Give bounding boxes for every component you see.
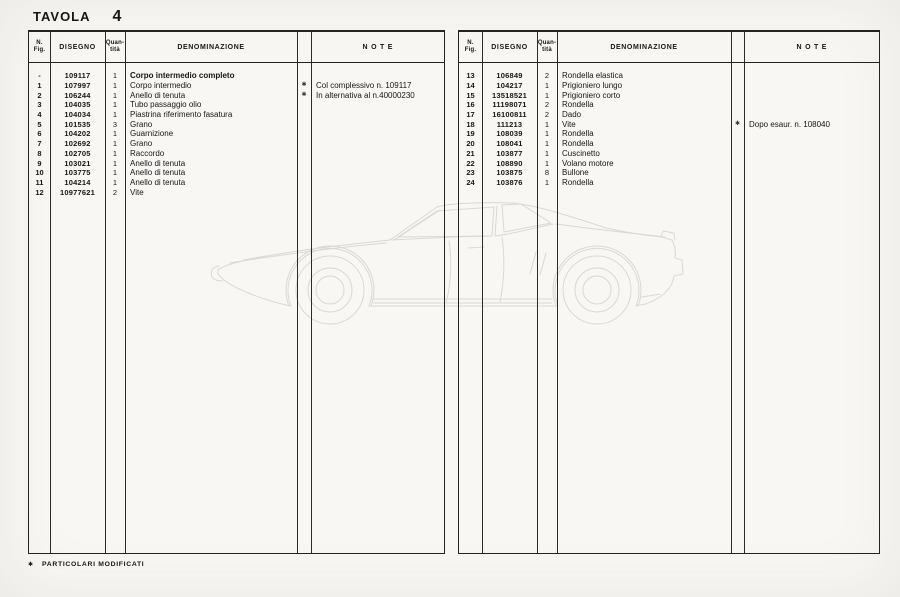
table-body — [459, 63, 879, 187]
header-spacer — [297, 32, 311, 62]
fig-number: 2 — [37, 90, 42, 100]
table-row — [459, 119, 879, 129]
fig-number: 7 — [37, 139, 42, 149]
fig-number: 8 — [37, 148, 42, 158]
fig-number: 4 — [37, 110, 42, 120]
fig-number: 21 — [466, 148, 475, 158]
denomination: Prigioniero corto — [562, 90, 621, 100]
fig-number: 19 — [466, 129, 475, 139]
table-row — [459, 100, 879, 110]
part-number: 108041 — [496, 139, 523, 149]
header-quantita — [537, 32, 557, 62]
quantity: 1 — [112, 139, 118, 149]
header-fig-line1: N. — [36, 40, 43, 46]
table-row — [29, 129, 444, 139]
header-disegno-label: DISEGNO — [59, 43, 96, 51]
denomination: Rondella elastica — [562, 71, 623, 81]
header-denominazione — [125, 32, 297, 62]
part-number: 16100811 — [492, 110, 527, 120]
part-number: 104034 — [64, 110, 91, 120]
denomination: Corpo intermedio — [130, 81, 192, 91]
denomination: Guarnizione — [130, 129, 174, 139]
table-row — [459, 168, 879, 178]
table-row — [459, 178, 879, 188]
quantity: 2 — [544, 71, 550, 81]
quantity: 1 — [544, 90, 550, 100]
quantity: 1 — [544, 119, 550, 129]
denomination: Rondella — [562, 177, 594, 187]
header-note — [311, 32, 444, 62]
table-row — [29, 71, 444, 81]
table-row — [29, 187, 444, 197]
table-header — [459, 32, 879, 63]
footer-text: PARTICOLARI MODIFICATI — [42, 561, 145, 568]
table-row — [459, 158, 879, 168]
part-number: 13518521 — [492, 90, 527, 100]
denomination: Raccordo — [130, 148, 165, 158]
denomination: Grano — [130, 139, 153, 149]
header-denominazione-label: DENOMINAZIONE — [610, 43, 678, 51]
denomination: Prigioniero lungo — [562, 81, 623, 91]
table-row — [29, 81, 444, 91]
quantity: 8 — [544, 168, 550, 178]
quantity: 1 — [112, 158, 118, 168]
quantity: 1 — [544, 129, 550, 139]
header-fig — [29, 32, 50, 62]
denomination: Dado — [562, 110, 582, 120]
part-number: 109117 — [64, 71, 91, 81]
part-number: 104202 — [64, 129, 91, 139]
table-row — [459, 71, 879, 81]
table-row — [29, 158, 444, 168]
table-row — [29, 139, 444, 149]
denomination: Anello di tenuta — [130, 177, 186, 187]
title-tavola: TAVOLA — [33, 9, 91, 24]
part-number: 106244 — [64, 90, 91, 100]
quantity: 1 — [544, 81, 550, 91]
header-note-label: NOTE — [796, 43, 830, 51]
table-row — [459, 149, 879, 159]
denomination: Anello di tenuta — [130, 158, 186, 168]
table-header — [29, 32, 444, 63]
header-qta-line1: Quan- — [537, 40, 557, 46]
table-row — [29, 100, 444, 110]
quantity: 1 — [112, 129, 118, 139]
fig-number: 24 — [466, 177, 475, 187]
denomination: Tubo passaggio olio — [130, 100, 202, 110]
table-row — [29, 90, 444, 100]
fig-number: 14 — [466, 81, 475, 91]
header-note — [744, 32, 879, 62]
quantity: 1 — [544, 177, 550, 187]
table-body — [29, 63, 444, 197]
fig-number: 23 — [466, 168, 475, 178]
part-number: 102692 — [64, 139, 91, 149]
part-number: 10977621 — [60, 187, 95, 197]
header-disegno — [482, 32, 537, 62]
part-number: 107997 — [64, 81, 91, 91]
header-denominazione — [557, 32, 731, 62]
quantity: 1 — [544, 148, 550, 158]
denomination: Vite — [562, 119, 576, 129]
header-fig — [459, 32, 482, 62]
fig-number: 5 — [37, 119, 42, 129]
quantity: 2 — [112, 187, 118, 197]
fig-number: 12 — [35, 187, 44, 197]
quantity: 1 — [112, 110, 118, 120]
denomination: Anello di tenuta — [130, 90, 186, 100]
part-number: 108890 — [496, 158, 523, 168]
quantity: 1 — [112, 100, 118, 110]
header-qta-line2: tità — [542, 47, 552, 53]
part-number: 103877 — [496, 148, 523, 158]
fig-number: 6 — [37, 129, 42, 139]
quantity: 1 — [112, 90, 118, 100]
page-title — [33, 8, 121, 26]
table-row — [29, 178, 444, 188]
footer-legend — [28, 561, 144, 568]
part-number: 103021 — [64, 158, 91, 168]
fig-number: 9 — [37, 158, 42, 168]
note-asterisk-icon: ✱ — [301, 82, 307, 89]
table-row — [459, 90, 879, 100]
header-quantita — [105, 32, 125, 62]
header-spacer — [731, 32, 744, 62]
fig-number: 18 — [466, 119, 475, 129]
quantity: 2 — [544, 110, 550, 120]
denomination: Corpo intermedio completo — [130, 71, 235, 81]
header-fig-line2: Fig. — [464, 47, 477, 53]
table-row — [459, 110, 879, 120]
quantity: 1 — [544, 139, 550, 149]
note-text: Col complessivo n. 109117 — [316, 81, 412, 91]
header-qta-line1: Quan- — [105, 40, 125, 46]
fig-number: 22 — [466, 158, 475, 168]
table-row — [459, 139, 879, 149]
fig-number: 15 — [466, 90, 475, 100]
table-row — [29, 110, 444, 120]
part-number: 104217 — [496, 81, 523, 91]
quantity: 1 — [112, 148, 118, 158]
part-number: 103775 — [64, 168, 91, 178]
fig-number: - — [38, 71, 41, 81]
part-number: 102705 — [64, 148, 91, 158]
header-note-label: NOTE — [362, 43, 396, 51]
header-qta-line2: tità — [110, 47, 120, 53]
quantity: 1 — [112, 81, 118, 91]
table-row — [29, 168, 444, 178]
asterisk-icon: ✱ — [28, 562, 34, 568]
denomination: Vite — [130, 187, 144, 197]
part-number: 108039 — [496, 129, 523, 139]
denomination: Rondella — [562, 129, 594, 139]
table-row — [459, 81, 879, 91]
denomination: Rondella — [562, 139, 594, 149]
denomination: Cuscinetto — [562, 148, 600, 158]
part-number: 111213 — [496, 119, 523, 129]
fig-number: 16 — [466, 100, 475, 110]
fig-number: 11 — [35, 177, 44, 187]
fig-number: 3 — [37, 100, 42, 110]
part-number: 106849 — [496, 71, 523, 81]
fig-number: 13 — [466, 71, 475, 81]
part-number: 104035 — [64, 100, 91, 110]
denomination: Piastrina riferimento fasatura — [130, 110, 233, 120]
header-fig-line1: N. — [467, 40, 474, 46]
note-text: Dopo esaur. n. 108040 — [749, 119, 830, 129]
header-denominazione-label: DENOMINAZIONE — [177, 43, 245, 51]
part-number: 103875 — [496, 168, 523, 178]
quantity: 2 — [544, 100, 550, 110]
parts-table-left — [28, 30, 445, 554]
part-number: 103876 — [496, 177, 523, 187]
quantity: 1 — [112, 177, 118, 187]
note-asterisk-icon: ✱ — [734, 120, 741, 127]
part-number: 101535 — [64, 119, 91, 129]
fig-number: 10 — [35, 168, 44, 178]
denomination: Anello di tenuta — [130, 168, 186, 178]
note-asterisk-icon: ✱ — [301, 91, 307, 98]
quantity: 1 — [544, 158, 550, 168]
part-number: 11198071 — [492, 100, 527, 110]
header-fig-line2: Fig. — [33, 47, 46, 53]
plate-number: 4 — [112, 8, 122, 25]
table-row — [29, 119, 444, 129]
table-row — [459, 129, 879, 139]
denomination: Volano motore — [562, 158, 614, 168]
fig-number: 17 — [466, 110, 475, 120]
parts-table-right — [458, 30, 880, 554]
quantity: 3 — [112, 119, 118, 129]
quantity: 1 — [112, 168, 118, 178]
note-text: In alternativa al n.40000230 — [316, 90, 415, 100]
fig-number: 1 — [37, 81, 42, 91]
fig-number: 20 — [466, 139, 475, 149]
part-number: 104214 — [64, 177, 91, 187]
header-disegno-label: DISEGNO — [491, 43, 528, 51]
denomination: Rondella — [562, 100, 594, 110]
header-disegno — [50, 32, 105, 62]
denomination: Bullone — [562, 168, 589, 178]
quantity: 1 — [112, 71, 118, 81]
table-row — [29, 149, 444, 159]
denomination: Grano — [130, 119, 153, 129]
